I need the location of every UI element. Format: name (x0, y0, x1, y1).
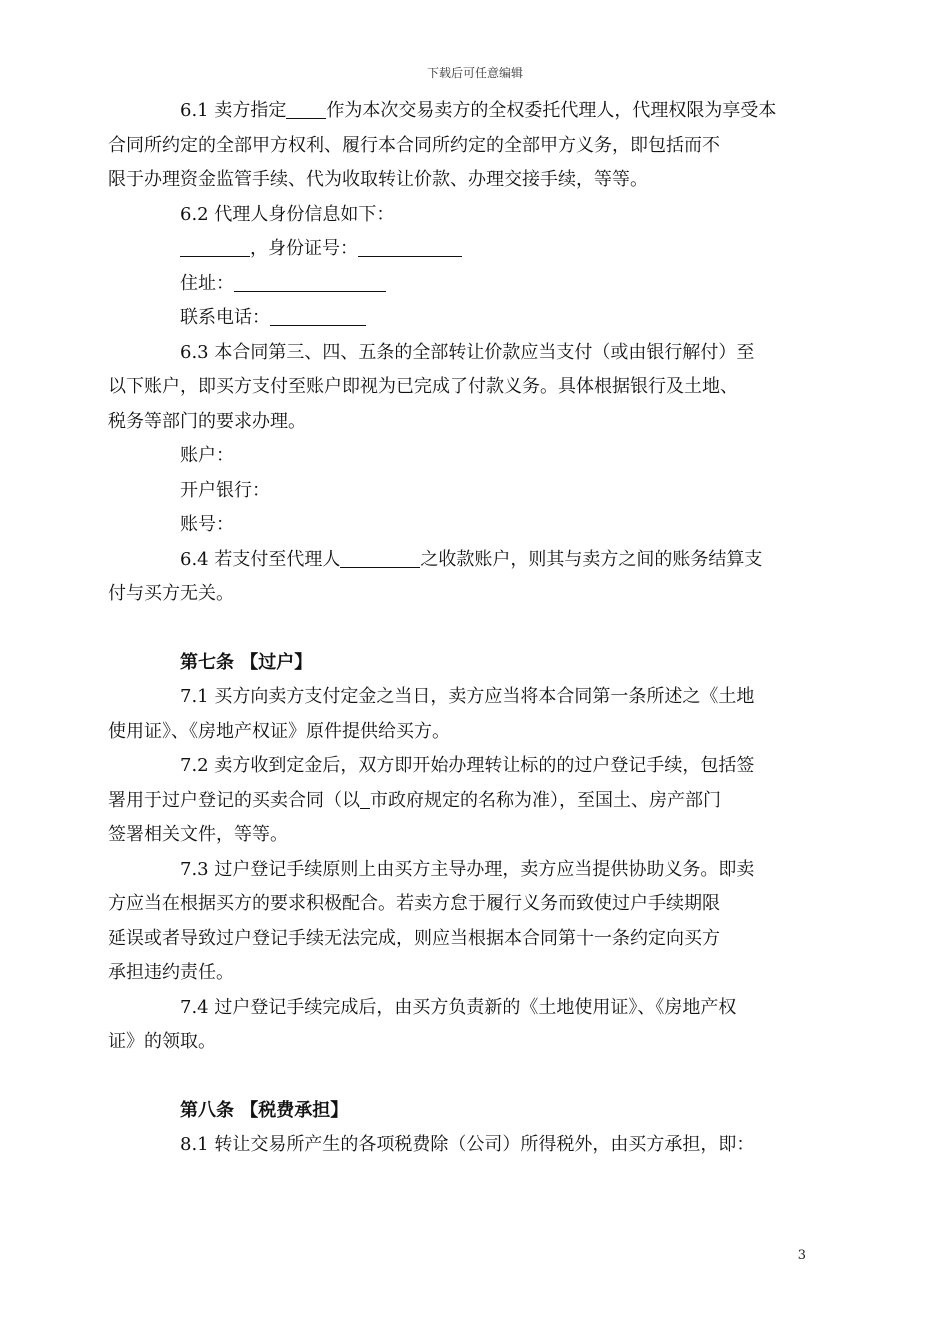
clause-7-3: 7.3 过户登记手续原则上由买方主导办理，卖方应当提供协助义务。即卖 方应当在根据买方的要求积极配合。若卖方怠于履行义务而致使过户手续期限 延误或者导致过户登记手续无法完成，则应当根据本合同第十一条约定向买方 承担违约责任。 (108, 858, 755, 983)
clause-8-1: 8.1 转让交易所产生的各项税费除（公司）所得税外，由买方承担，即： (180, 1134, 755, 1155)
blank-underline (180, 238, 250, 257)
bank-line: 开户银行： (180, 479, 270, 501)
blank-underline (234, 273, 386, 292)
page-number: 3 (797, 1248, 806, 1263)
contract-body (108, 94, 806, 1163)
blank-underline (340, 549, 420, 568)
blank-underline (358, 238, 462, 257)
account-number-line: 账号： (180, 514, 234, 535)
agent-phone-line: 联系电话： (144, 301, 806, 336)
page-header: 下载后可任意编辑 (426, 66, 523, 80)
clause-6-2: 6.2 代理人身份信息如下： (180, 203, 395, 225)
blank-underline (286, 100, 326, 119)
blank-underline (360, 790, 370, 809)
section-7-heading: 第七条 【过户】 (180, 651, 313, 673)
clause-7-2: 7.2 卖方收到定金后，双方即开始办理转让标的的过户登记手续，包括签 署用于过户登记的买卖合同（以 市政府规定的名称为准），至国土、房产部门 签署相关文件，等等。 (108, 755, 755, 845)
blank-underline (270, 307, 366, 326)
agent-address-line: 住址： (144, 267, 806, 302)
section-8-heading: 第八条 【税费承担】 (180, 1099, 349, 1121)
clause-7-4: 7.4 过户登记手续完成后，由买方负责新的《土地使用证》、《房地产权 证》的领取。 (108, 996, 737, 1052)
clause-6-3: 6.3 本合同第三、四、五条的全部转让价款应当支付（或由银行解付）至 以下账户，即买方支付至账户即视为已完成了付款义务。具体根据银行及土地、 税务等部门的要求办理。 (108, 341, 755, 432)
clause-7-1: 7.1 买方向卖方支付定金之当日，卖方应当将本合同第一条所述之《土地 使用证》、《房地产权证》原件提供给买方。 (108, 686, 755, 742)
account-line: 账户： (180, 445, 234, 466)
agent-name-id-line: ，身份证号： (144, 232, 806, 267)
clause-6-4: 6.4 若支付至代理人 之收款账户，则其与卖方之间的账务结算支 付与买方无关。 (108, 548, 763, 604)
clause-6-1: 6.1 卖方指定 作为本次交易卖方的全权委托代理人，代理权限为享受本 合同所约定的全部甲方权利、履行本合同所约定的全部甲方义务，即包括而不 限于办理资金监管手续、代为收取转让价款、办理交接手续，等等。 (108, 100, 777, 190)
